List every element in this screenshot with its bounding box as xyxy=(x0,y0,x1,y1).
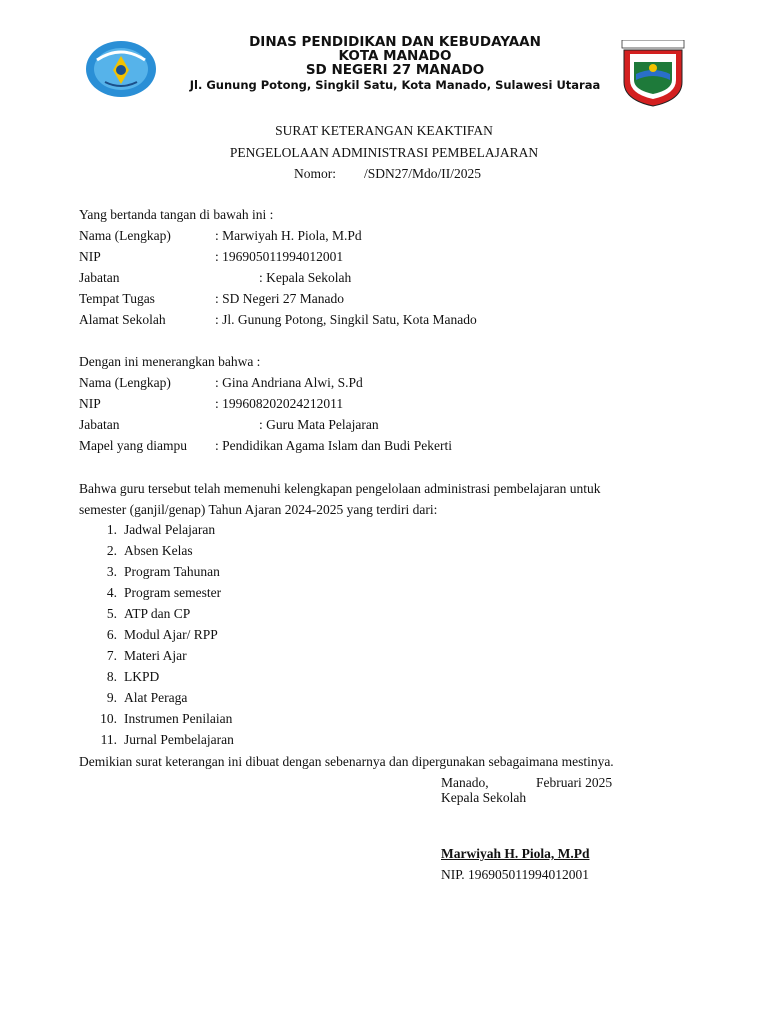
nomor-label: Nomor: xyxy=(294,166,336,181)
list-item: Modul Ajar/ RPP xyxy=(124,627,218,642)
list-item: Materi Ajar xyxy=(124,648,187,663)
subject-position-label: Jabatan xyxy=(79,417,120,432)
subject-name-label: Nama (Lengkap) xyxy=(79,375,171,390)
list-item-number: 4. xyxy=(106,585,117,600)
list-item: Alat Peraga xyxy=(124,690,188,705)
list-item-number: 5. xyxy=(106,606,117,621)
tut-wuri-handayani-logo xyxy=(85,40,157,98)
list-item-number: 10. xyxy=(100,711,117,726)
city-name: KOTA MANADO xyxy=(338,48,452,64)
signature-name: Marwiyah H. Piola, M.Pd xyxy=(441,846,590,861)
signer-address-label: Alamat Sekolah xyxy=(79,312,166,327)
nomor-value: /SDN27/Mdo/II/2025 xyxy=(364,166,482,181)
list-item: ATP dan CP xyxy=(124,606,191,621)
subject-name-value: : Gina Andriana Alwi, S.Pd xyxy=(215,375,363,390)
signer-workplace-value: : SD Negeri 27 Manado xyxy=(215,291,344,306)
signer-workplace-label: Tempat Tugas xyxy=(79,291,155,306)
list-item-number: 1. xyxy=(106,522,117,537)
list-item: Program Tahunan xyxy=(124,564,220,579)
signature-position: Kepala Sekolah xyxy=(441,790,527,805)
list-item: Instrumen Penilaian xyxy=(124,711,233,726)
signature-place: Manado, xyxy=(441,775,489,790)
subject-position-value: : Guru Mata Pelajaran xyxy=(259,417,379,432)
list-item-number: 7. xyxy=(106,648,117,663)
signer-nip-label: NIP xyxy=(79,249,101,264)
letter-subtitle: PENGELOLAAN ADMINISTRASI PEMBELAJARAN xyxy=(229,145,539,160)
agency-name: DINAS PENDIDIKAN DAN KEBUDAYAAN xyxy=(249,34,541,50)
body-line-1: Bahwa guru tersebut telah memenuhi kelengkapan pengelolaan administrasi pembelajaran untuk xyxy=(79,481,601,496)
list-item-number: 6. xyxy=(106,627,117,642)
list-item-number: 2. xyxy=(106,543,117,558)
signer-name-label: Nama (Lengkap) xyxy=(79,228,171,243)
signer-position-label: Jabatan xyxy=(79,270,120,285)
subject-nip-value: : 199608202024212011 xyxy=(215,396,344,411)
signer-intro: Yang bertanda tangan di bawah ini : xyxy=(79,207,274,222)
signer-address-value: : Jl. Gunung Potong, Singkil Satu, Kota Manado xyxy=(215,312,477,327)
school-name: SD NEGERI 27 MANADO xyxy=(305,62,485,78)
signature-nip: NIP. 196905011994012001 xyxy=(441,867,590,882)
closing-statement: Demikian surat keterangan ini dibuat dengan sebenarnya dan dipergunakan sebagaimana mestinya. xyxy=(79,754,614,769)
school-address: Jl. Gunung Potong, Singkil Satu, Kota Manado, Sulawesi Utaraa xyxy=(189,78,601,92)
list-item: Jurnal Pembelajaran xyxy=(124,732,234,747)
subject-intro: Dengan ini menerangkan bahwa : xyxy=(79,354,261,369)
letter-title: SURAT KETERANGAN KEAKTIFAN xyxy=(275,123,493,138)
signer-position-value: : Kepala Sekolah xyxy=(259,270,352,285)
list-item-number: 3. xyxy=(106,564,117,579)
list-item-number: 8. xyxy=(106,669,117,684)
signer-nip-value: : 196905011994012001 xyxy=(215,249,344,264)
subject-nip-label: NIP xyxy=(79,396,101,411)
subject-mapel-value: : Pendidikan Agama Islam dan Budi Pekerti xyxy=(215,438,452,453)
list-item: LKPD xyxy=(124,669,160,684)
list-item-number: 11. xyxy=(100,732,117,747)
signature-date: Februari 2025 xyxy=(536,775,613,790)
list-item-number: 9. xyxy=(106,690,117,705)
signer-name-value: : Marwiyah H. Piola, M.Pd xyxy=(215,228,362,243)
subject-mapel-label: Mapel yang diampu xyxy=(79,438,187,453)
list-item: Jadwal Pelajaran xyxy=(124,522,216,537)
body-line-2: semester (ganjil/genap) Tahun Ajaran 2024-2025 yang terdiri dari: xyxy=(79,502,438,517)
list-item: Program semester xyxy=(124,585,222,600)
list-item: Absen Kelas xyxy=(124,543,193,558)
kota-manado-logo xyxy=(618,40,688,108)
